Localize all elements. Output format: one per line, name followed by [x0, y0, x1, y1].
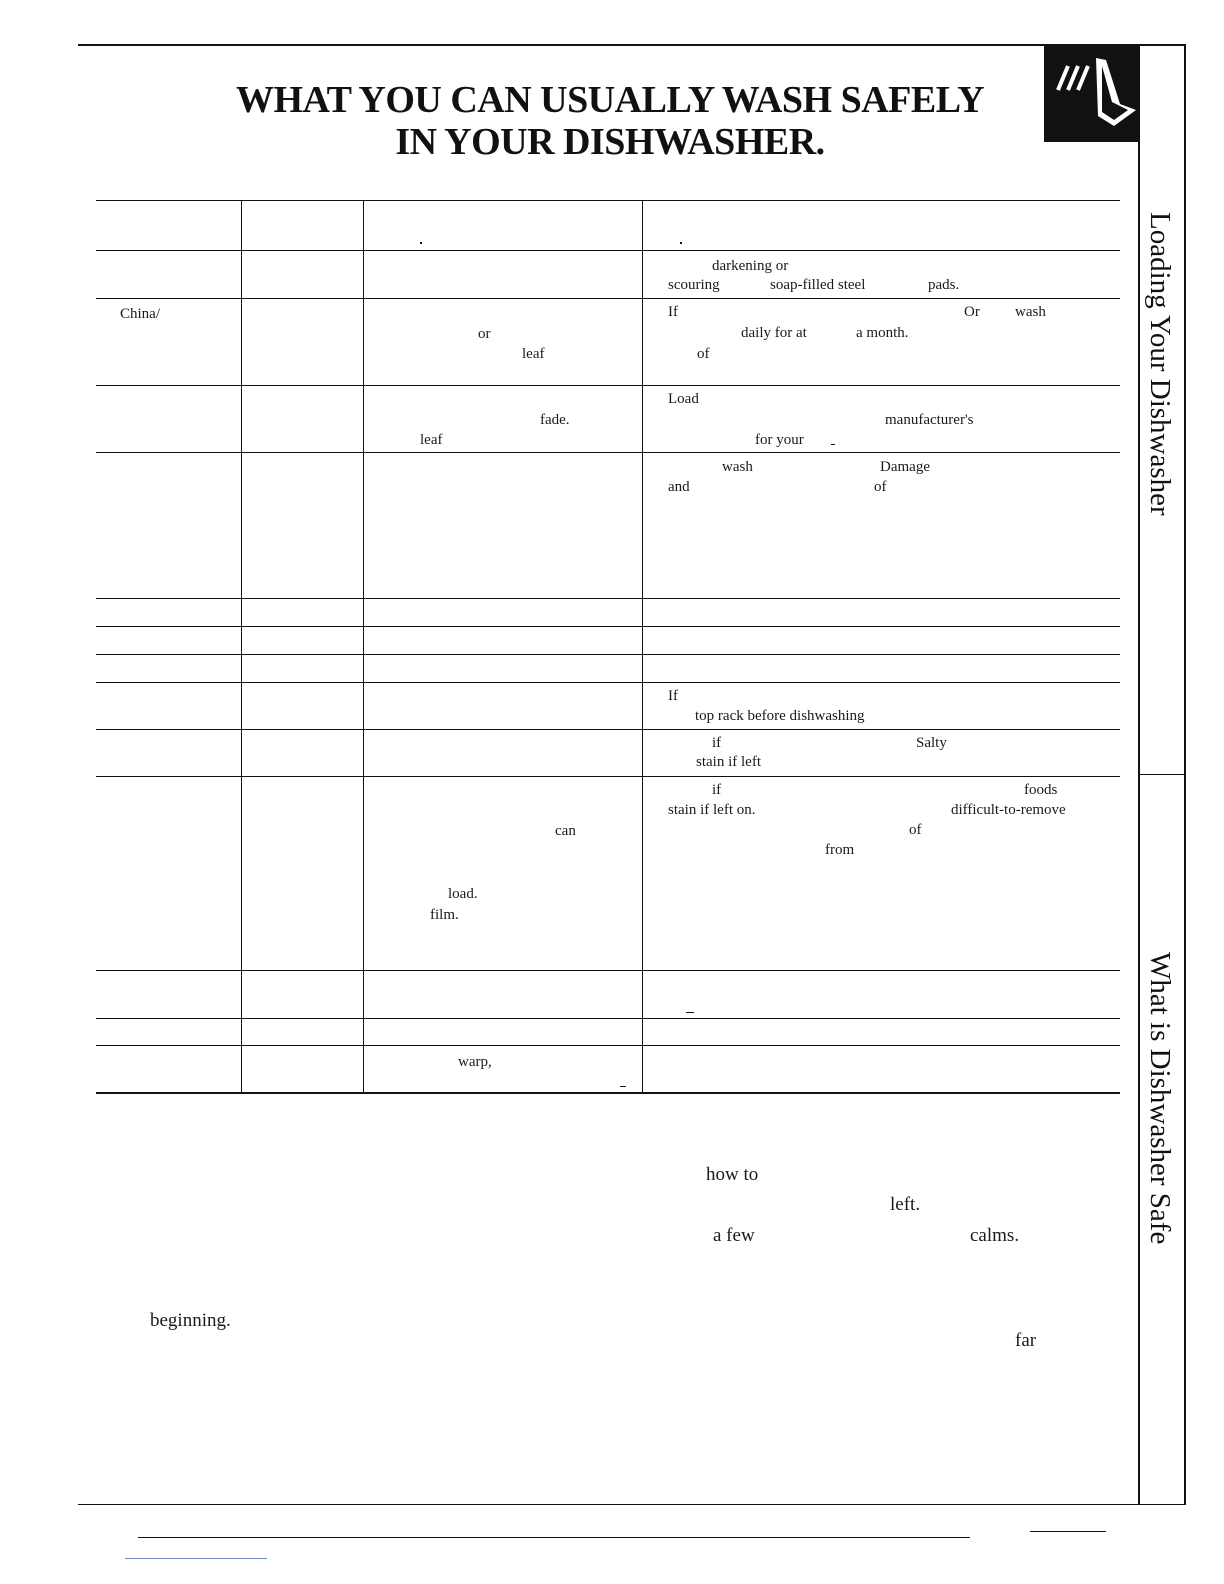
cell-text: of [909, 822, 922, 838]
cell-text: or [478, 326, 491, 342]
tab-frame-left [1138, 140, 1140, 1504]
row-separator [96, 970, 1120, 971]
scan-speck [831, 444, 835, 445]
body-text: left. [890, 1194, 921, 1215]
page-title-line1: WHAT YOU CAN USUALLY WASH SAFELY [235, 79, 985, 121]
cell-text: China/ [120, 306, 160, 322]
body-text: a few [713, 1225, 755, 1246]
row-separator [96, 250, 1120, 251]
column-divider-3 [642, 200, 643, 1093]
tab-divider [1138, 774, 1186, 775]
footer-rule-short [1030, 1531, 1106, 1532]
top-rule [78, 44, 1186, 46]
row-separator [96, 729, 1120, 730]
cell-text: difficult-to-remove [951, 802, 1066, 818]
row-separator [96, 452, 1120, 453]
cell-text: leaf [420, 432, 443, 448]
cell-text: If [668, 304, 678, 320]
cell-text: from [825, 842, 855, 858]
cell-text: stain if left on. [668, 802, 756, 818]
cell-text: fade. [540, 412, 570, 428]
row-separator [96, 1018, 1120, 1019]
scan-speck [680, 242, 682, 244]
table-top-border [96, 200, 1120, 201]
footer-link-underline [125, 1558, 267, 1559]
body-text: how to [706, 1164, 759, 1185]
cell-text: wash [722, 459, 753, 475]
hand-dish-icon [1044, 46, 1140, 142]
cell-text: foods [1024, 782, 1058, 798]
cell-text: Salty [916, 735, 947, 751]
cell-text: Load [668, 391, 699, 407]
cell-text: if [712, 782, 722, 798]
cell-text: can [555, 823, 576, 839]
scan-speck [686, 1012, 694, 1013]
tab-what-is-dishwasher-safe[interactable]: What is Dishwasher Safe [1144, 952, 1176, 1245]
cell-text: warp, [458, 1054, 492, 1070]
scan-speck [420, 242, 422, 244]
cell-text: and [668, 479, 690, 495]
cell-text: leaf [522, 346, 545, 362]
cell-text: top rack before dishwashing [695, 708, 865, 724]
cell-text: daily for at [741, 325, 807, 341]
row-separator [96, 776, 1120, 777]
row-separator [96, 1045, 1120, 1046]
row-separator [96, 682, 1120, 683]
row-separator [96, 385, 1120, 386]
footer-rule [138, 1537, 970, 1538]
page-title-line2: IN YOUR DISHWASHER. [395, 121, 825, 163]
body-text: far [1015, 1330, 1037, 1351]
cell-text: a month. [856, 325, 909, 341]
cell-text: If [668, 688, 678, 704]
cell-text: scouring [668, 277, 720, 293]
cell-text: load. [448, 886, 478, 902]
cell-text: pads. [928, 277, 960, 293]
cell-text: wash [1015, 304, 1046, 320]
cell-text: of [874, 479, 887, 495]
cell-text: Or [964, 304, 980, 320]
row-separator [96, 598, 1120, 599]
tab-loading-your-dishwasher[interactable]: Loading Your Dishwasher [1144, 212, 1176, 516]
cell-text: Damage [880, 459, 930, 475]
body-text: beginning. [150, 1310, 231, 1331]
cell-text: darkening or [712, 258, 789, 274]
cell-text: manufacturer's [885, 412, 974, 428]
row-separator [96, 298, 1120, 299]
row-separator [96, 626, 1120, 627]
table-bottom-border [96, 1092, 1120, 1094]
cell-text: stain if left [696, 754, 761, 770]
cell-text: soap-filled steel [770, 277, 866, 293]
bottom-rule [78, 1504, 1186, 1505]
body-text: calms. [970, 1225, 1020, 1246]
cell-text: for your [755, 432, 804, 448]
scan-speck [620, 1086, 626, 1087]
cell-text: if [712, 735, 722, 751]
row-separator [96, 654, 1120, 655]
cell-text: film. [430, 907, 459, 923]
column-divider-2 [363, 200, 364, 1093]
column-divider-1 [241, 200, 242, 1093]
cell-text: of [697, 346, 710, 362]
